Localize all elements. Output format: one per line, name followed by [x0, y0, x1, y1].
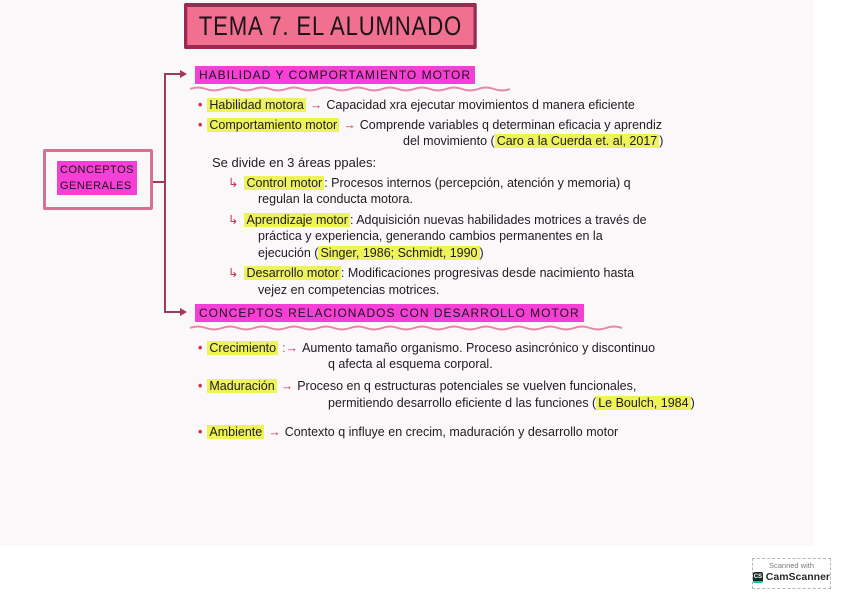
citation-highlight: Caro a la Cuerda et. al, 2017: [496, 134, 658, 148]
bullet-icon: •: [198, 425, 203, 439]
item-maduracion-cont: [328, 395, 695, 411]
area-aprendizaje-motor: [228, 212, 647, 228]
branch-line-1: [164, 73, 180, 75]
definition: Comprende variables q determinan eficacia y aprendiz: [359, 118, 662, 132]
area-aprendizaje-motor-cite: [258, 245, 484, 261]
bullet-icon: •: [198, 341, 203, 355]
definition: Capacidad xra ejecutar movimientos d manera eficiente: [326, 98, 635, 112]
sub-arrow-icon: ↳: [228, 213, 239, 227]
definition: : Modificaciones progresivas desde nacimiento hasta: [340, 266, 635, 280]
wavy-underline: [190, 86, 515, 92]
sub-arrow-icon: ↳: [228, 176, 239, 190]
root-concept-line1: CONCEPTOS: [60, 164, 134, 176]
item-crecimiento: [198, 340, 655, 356]
term-highlight: Desarrollo motor: [246, 266, 339, 280]
definition: Proceso en q estructuras potenciales se vuelven funcionales,: [297, 379, 637, 393]
arrow-right-icon: [180, 308, 187, 316]
paren-close: ): [659, 134, 664, 148]
arrow-icon: →: [268, 425, 281, 439]
page-title: TEMA 7. EL ALUMNADO: [184, 3, 477, 49]
sub-arrow-icon: ↳: [228, 266, 239, 280]
area-control-motor-cont: regulan la conducta motora.: [258, 192, 413, 206]
item-maduracion: [198, 378, 636, 394]
root-concept-box: [43, 149, 153, 210]
term-highlight: Habilidad motora: [209, 98, 304, 112]
root-concept-label: [57, 161, 137, 195]
arrow-icon: →: [343, 118, 356, 132]
arrow-right-icon: [180, 70, 187, 78]
definition-cont: del movimiento (: [403, 134, 495, 148]
item-ambiente: [198, 424, 618, 440]
item-comportamiento-motor: [198, 117, 662, 133]
citation-highlight: Le Boulch, 1984: [598, 396, 689, 410]
branch-line-2: [164, 311, 180, 313]
definition: : Adquisición nuevas habilidades motrices a través de: [349, 213, 647, 227]
definition: Contexto q influye en crecim, maduración y desarrollo motor: [284, 425, 619, 439]
section-heading-conceptos-relacionados: CONCEPTOS RELACIONADOS CON DESARROLLO MOTOR: [195, 304, 584, 322]
area-control-motor: [228, 175, 631, 191]
bullet-icon: •: [198, 118, 203, 132]
arrow-icon: →: [309, 98, 323, 112]
area-desarrollo-motor: [228, 265, 634, 281]
section-heading-habilidad: HABILIDAD Y COMPORTAMIENTO MOTOR: [195, 66, 475, 84]
areas-intro: Se divide en 3 áreas ppales:: [212, 155, 377, 170]
watermark-caption: Scanned with: [768, 561, 815, 570]
bullet-icon: •: [198, 98, 203, 112]
camscanner-watermark: [752, 558, 831, 589]
definition: Aumento tamaño organismo. Proceso asincrónico y discontinuo: [302, 341, 656, 355]
watermark-brand: [753, 570, 830, 584]
arrow-icon: →: [280, 379, 294, 393]
camscanner-logo-icon: CS: [753, 572, 763, 583]
item-crecimiento-cont: q afecta al esquema corporal.: [328, 357, 493, 371]
term-highlight: Crecimiento: [209, 341, 277, 355]
definition: : Procesos internos (percepción, atención y memoria) q: [324, 176, 631, 190]
item-habilidad-motora: [198, 97, 635, 113]
bracket-line: [164, 73, 166, 312]
definition-cont: permitiendo desarrollo eficiente d las funciones (: [328, 396, 597, 410]
definition-cont: ejecución (: [258, 246, 319, 260]
term-highlight: Comportamiento motor: [209, 118, 338, 132]
watermark-brand-name: CamScanner: [765, 571, 830, 583]
area-desarrollo-motor-cont: vejez en competencias motrices.: [258, 283, 440, 297]
citation-highlight: Singer, 1986; Schmidt, 1990: [320, 246, 478, 260]
paren-close: ): [479, 246, 484, 260]
root-concept-line2: GENERALES: [60, 180, 132, 192]
term-highlight: Ambiente: [209, 425, 263, 439]
item-comportamiento-motor-cont: [403, 133, 663, 149]
term-highlight: Aprendizaje motor: [246, 213, 348, 227]
bullet-icon: •: [198, 379, 203, 393]
arrow-icon: :→: [282, 341, 299, 355]
term-highlight: Maduración: [209, 379, 275, 393]
term-highlight: Control motor: [246, 176, 323, 190]
paren-close: ): [690, 396, 695, 410]
wavy-underline: [190, 325, 625, 331]
area-aprendizaje-motor-cont: práctica y experiencia, generando cambios permanentes en la: [258, 229, 603, 243]
